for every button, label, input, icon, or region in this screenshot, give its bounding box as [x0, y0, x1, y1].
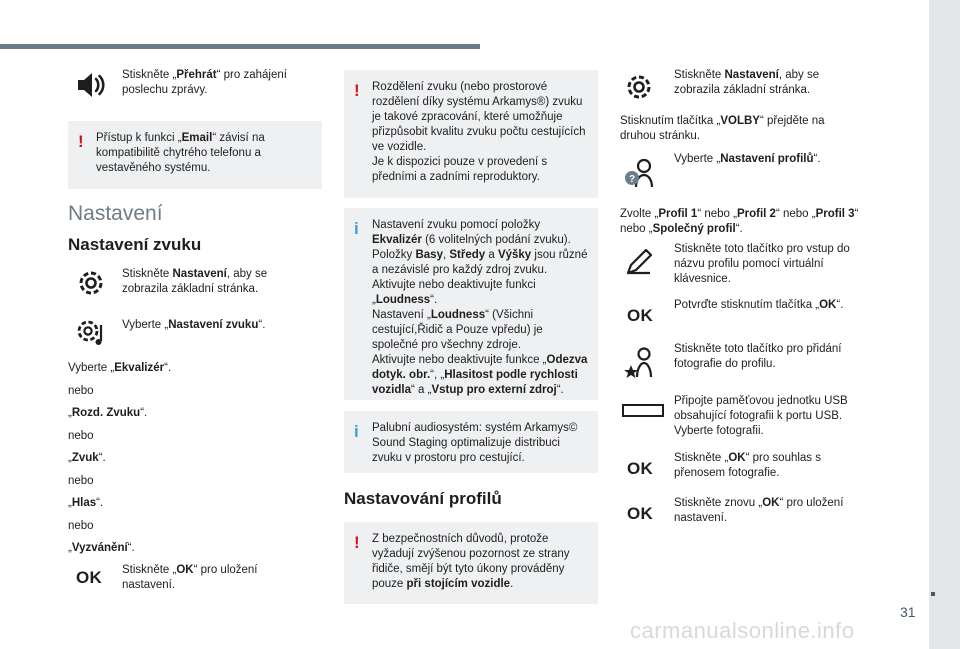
sound-settings-icon [74, 315, 108, 349]
top-rule [0, 44, 480, 49]
watermark: carmanualsonline.info [630, 618, 855, 643]
email-note: ! Přístup k funkci „Email“ závisí na kompatibilitě chytrého telefonu a vestavěného systému. [68, 121, 322, 189]
arkamys-info: i Palubní audiosystém: systém Arkamys© Sound Staging optimalizuje distribuci zvuku v prostoru pro cestující. [344, 411, 598, 473]
agree-step: Stiskněte „OK“ pro souhlas s přenosem fotografie. [674, 452, 822, 479]
profile-settings-step: Vyberte „Nastavení profilů“. [674, 153, 821, 165]
play-instruction: Stiskněte „Přehrát“ pro zahájení poslechu zprávy. [122, 69, 287, 96]
usb-step: Připojte paměťovou jednotku USB obsahující fotografii k portu USB. Vyberte fotografii. [674, 395, 848, 437]
equalizer-info: i Nastavení zvuku pomocí položky Ekvalizér (6 volitelných podání zvuku). Položky Basy, Středy a Výšky jsou různé a nezávislé pro každý zdroj zvuku. Aktivujte nebo deaktivujte funkci „Loudness“. Nastavení „Loudness“ (Všichni cestující,Řidič a Pouze vpředu) je společné pro všechny zdroje. Aktivujte nebo deaktivujte funkce „Odezva dotyk. obr.“, „Hlasitost podle rychlosti vozidla“ a „Vstup pro externí zdroj“. [344, 208, 598, 400]
choose-profile: Zvolte „Profil 1“ nebo „Profil 2“ nebo „Profil 3“ nebo „Společný profil“. [620, 208, 859, 235]
select-equalizer: Vyberte „Ekvalizér“. [68, 362, 172, 374]
settings-step-right: Stiskněte Nastavení, aby se zobrazila základní stránka. [674, 69, 820, 96]
rename-step: Stiskněte toto tlačítko pro vstup do názvu profilu pomocí virtuální klávesnice. [674, 243, 850, 285]
or-text: nebo [68, 475, 94, 487]
ok-icon: OK [627, 504, 654, 523]
option-hlas: „Hlas“. [68, 497, 104, 509]
gear-icon [622, 70, 656, 104]
or-text: nebo [68, 385, 94, 397]
sound-settings-step: Vyberte „Nastavení zvuku“. [122, 319, 266, 331]
gear-icon [74, 266, 108, 300]
or-text: nebo [68, 520, 94, 532]
volby-step: Stisknutím tlačítka „VOLBY“ přejděte na druhou stránku. [620, 115, 825, 142]
sound-distribution-note: ! Rozdělení zvuku (nebo prostorové rozdělení díky systému Arkamys®) zvuku je takové zpracování, které umožňuje přizpůsobit kvalitu zvuku počtu cestujících ve vozidle. Je k dispozici pouze v provedení s předními a zadními reproduktory. [344, 70, 598, 198]
page-sidebar [929, 0, 960, 649]
warning-icon: ! [354, 81, 360, 100]
save-step: Stiskněte „OK“ pro uložení nastavení. [122, 564, 258, 591]
ok-icon: OK [627, 306, 654, 325]
pencil-icon [622, 245, 656, 279]
safety-note: ! Z bezpečnostních důvodů, protože vyžadují zvýšenou pozornost ze strany řidiče, smějí být tyto úkony prováděny pouze při stojícím vozidle. [344, 522, 598, 604]
warning-icon: ! [354, 533, 360, 552]
page-marker [931, 592, 935, 596]
option-zvuk: „Zvuk“. [68, 452, 106, 464]
confirm-step: Potvrďte stisknutím tlačítka „OK“. [674, 299, 844, 311]
option-rozd: „Rozd. Zvuku“. [68, 407, 148, 419]
or-text: nebo [68, 430, 94, 442]
ok-icon: OK [76, 568, 103, 587]
photo-step: Stiskněte toto tlačítko pro přidání fotografie do profilu. [674, 343, 842, 370]
profile-settings-icon [622, 155, 656, 189]
save-step-right: Stiskněte znovu „OK“ pro uložení nastavení. [674, 497, 844, 524]
speaker-icon [74, 68, 108, 102]
ok-icon: OK [627, 459, 654, 478]
page-number: 31 [900, 604, 916, 620]
usb-stick-icon [622, 404, 664, 417]
settings-step: Stiskněte Nastavení, aby se zobrazila základní stránka. [122, 268, 268, 295]
option-vyzvaneni: „Vyzvánění“. [68, 542, 135, 554]
section-title-settings: Nastavení [68, 202, 163, 225]
section-title-sound: Nastavení zvuku [68, 235, 202, 254]
svg-text:?: ? [628, 174, 636, 185]
info-icon: i [354, 219, 359, 238]
warning-icon: ! [78, 132, 84, 151]
info-icon: i [354, 422, 359, 441]
section-title-profiles: Nastavování profilů [344, 489, 502, 508]
add-photo-icon [622, 345, 656, 379]
